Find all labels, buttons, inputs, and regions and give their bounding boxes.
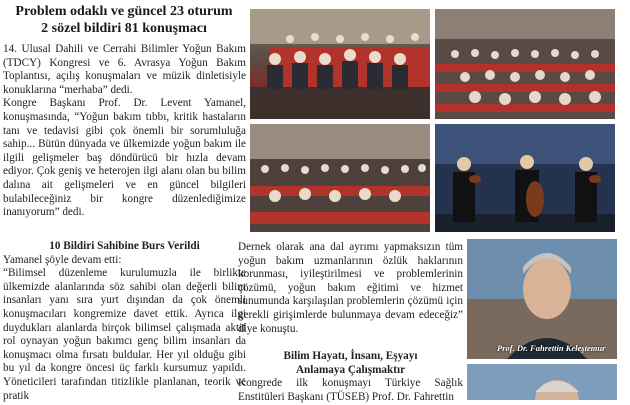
headline-line-2: 2 sözel bildiri 81 konuşmacı — [41, 21, 207, 36]
association-paragraph: Dernek olarak ana dal ayrımı yapmaksızın tüm yoğun bakım uzmanlarının özlük haklarının korunması, iyileştirilmesi ve problemlerinin çözümü, yoğun bakım eğitimi ve hizmet sunumunda karşılaşılan problemlerin çözümü için gerekli girişimlerde bulunmaya devam edeceğiz” diye konuştu. — [238, 241, 463, 335]
subheading-science-line-1: Bilim Hayatı, İnsanı, Eşyayı — [283, 350, 418, 363]
portrait-svg — [467, 239, 617, 359]
continuation-paragraph: Yamanel şöyle devam etti: — [3, 253, 122, 266]
subheading-science-line-2: Anlamaya Çalışmaktır — [295, 363, 406, 376]
photo-portrait-second — [467, 364, 617, 400]
audience-photo-svg — [250, 9, 430, 119]
first-speech-paragraph: Kongrede ilk konuşmayı Türkiye Sağlık Enstitüleri Başkanı (TÜSEB) Prof. Dr. Fahrettin — [238, 377, 463, 403]
photo-music-performance — [435, 124, 615, 232]
president-quote-paragraph: Kongre Başkanı Prof. Dr. Levent Yamanel, konuşmasında, “Yoğun bakım tıbbı, kritik hastaların tanı ve tedavisi gibi çok önemli bir sorumluluğa sahip... Bütün dünyada ve ülkemizde yoğun bakım ile ilgili gelişmeler baş döndürücü bir hızla devam ediyor. Çok geniş ve heterojen ilgi alanı olan bu bilim dalına ait gelişmeleri ve en güncel bilgileri bulabileceğiniz bir kongre düzenlediğimize inanıyorum” dedi. — [3, 97, 246, 219]
middle-column — [238, 241, 463, 405]
photo-audience-front-row — [250, 9, 430, 119]
photo-portrait-speaker — [467, 239, 617, 359]
article-headline — [0, 3, 248, 37]
audience-wide-svg — [250, 124, 430, 232]
photo-conference-hall — [435, 9, 615, 119]
left-column-lower — [3, 240, 246, 403]
intro-paragraph: 14. Ulusal Dahili ve Cerrahi Bilimler Yoğun Bakım (TDCY) Kongresi ve 6. Avrasya Yoğun Bakım Toplantısı, açılış konuşmaları ve müzik dinletisiyle konuklarına “merhaba” dedi. — [3, 43, 246, 96]
hall-photo-svg — [435, 9, 615, 119]
photo-caption: Prof. Dr. Fahrettin Keleştemur — [497, 343, 606, 353]
left-column-upper — [3, 43, 246, 220]
subheading-scholarship: 10 Bildiri Sahibine Burs Verildi — [49, 240, 200, 252]
headline-line-1: Problem odaklı ve güncel 23 oturum — [15, 4, 233, 19]
portrait-second-svg — [467, 364, 617, 400]
photo-audience-wide — [250, 124, 430, 232]
quote-paragraph: “Bilimsel düzenleme kurulumuzla ile birlikte ülkemizde alanlarında söz sahibi olan değerli bilim insanları yanı sıra yurt dışından da çok önemli konuşmacıları kongremize davet ettik. Ayrıca ilgi duydukları alanlarda birçok bilimsel çalışmada aktif rol oynayan yoğun bakımcı genç bilim insanları da konuşmacı olma fırsatı buldular. Her yıl olduğu gibi bu yıl da kongre öncesi üç farklı kursumuz yapıldı. Yöneticileri tarafından titizlikle planlanan, teorik ve pratik — [3, 267, 246, 402]
music-photo-svg — [435, 124, 615, 232]
